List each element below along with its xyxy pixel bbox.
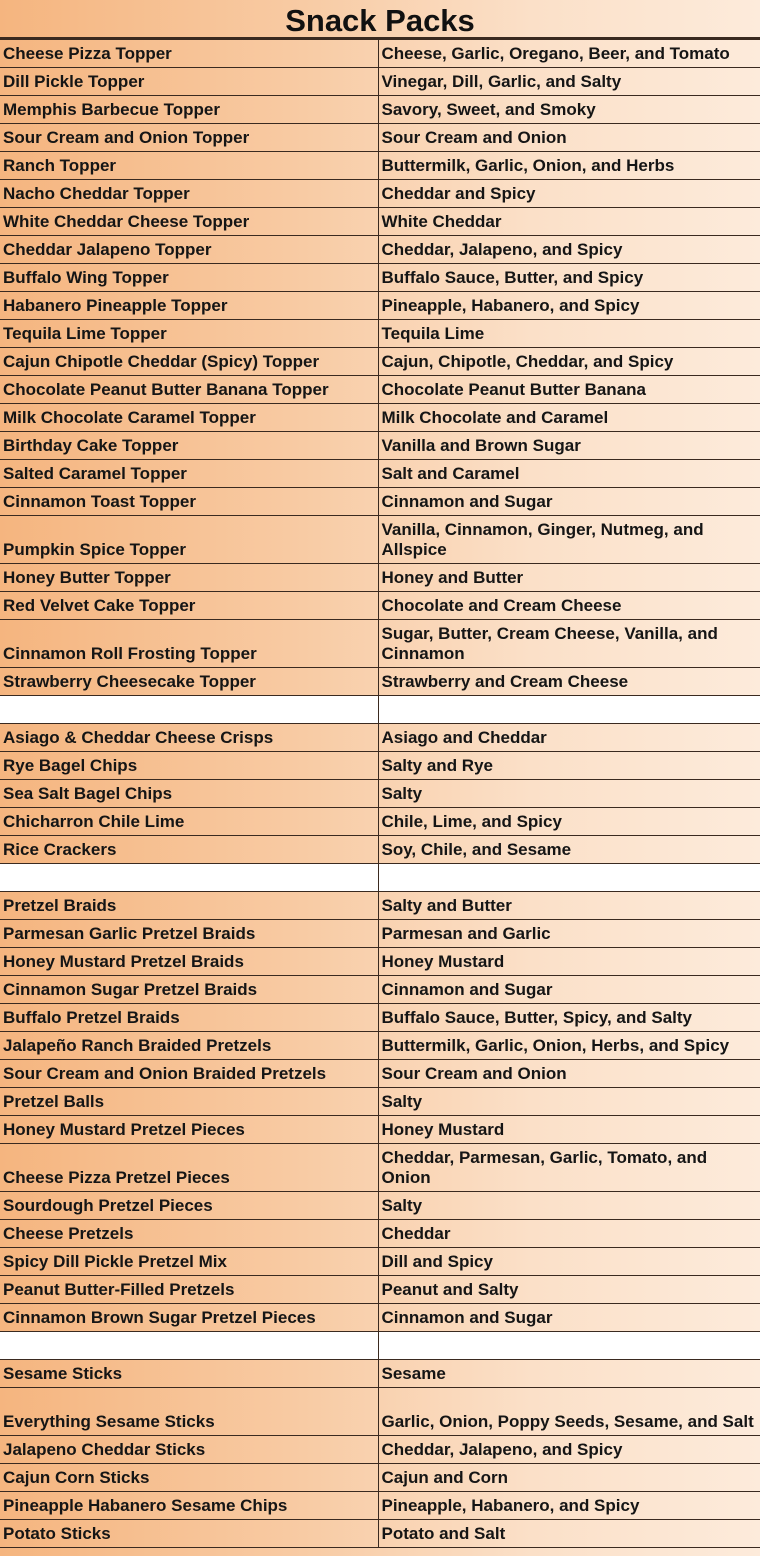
flavors-cell: Cheddar, Jalapeno, and Spicy — [378, 236, 760, 264]
table-row — [0, 320, 760, 348]
snack-name-cell: White Cheddar Cheese Topper — [0, 208, 378, 236]
flavors-cell: Sour Cream and Onion — [378, 124, 760, 152]
snack-name-cell: Sour Cream and Onion Braided Pretzels — [0, 1060, 378, 1088]
table-row — [0, 1144, 760, 1192]
snack-name-cell: Potato Sticks — [0, 1520, 378, 1548]
spacer-cell — [378, 696, 760, 724]
snack-name-cell: Milk Chocolate Caramel Topper — [0, 404, 378, 432]
snack-name-cell: Cinnamon Brown Sugar Pretzel Pieces — [0, 1304, 378, 1332]
snack-name-cell: Jalapeno Cheddar Sticks — [0, 1436, 378, 1464]
snack-name-cell: Tequila Lime Topper — [0, 320, 378, 348]
snack-name-cell: Pineapple Habanero Sesame Chips — [0, 1492, 378, 1520]
flavors-cell: Vanilla and Brown Sugar — [378, 432, 760, 460]
flavors-cell: Cheddar and Spicy — [378, 180, 760, 208]
flavors-cell: Parmesan and Garlic — [378, 920, 760, 948]
flavors-cell: Chile, Lime, and Spicy — [378, 808, 760, 836]
flavors-cell: Honey Mustard — [378, 948, 760, 976]
spacer-cell — [0, 1332, 378, 1360]
table-row — [0, 620, 760, 668]
section-spacer — [0, 696, 760, 724]
snack-name-cell: Chocolate Peanut Butter Banana Topper — [0, 376, 378, 404]
snack-name-cell: Salted Caramel Topper — [0, 460, 378, 488]
snack-name-cell: Habanero Pineapple Topper — [0, 292, 378, 320]
flavors-cell: Salt and Caramel — [378, 460, 760, 488]
snack-name-cell: Buffalo Pretzel Braids — [0, 1004, 378, 1032]
snack-name-cell: Rice Crackers — [0, 836, 378, 864]
flavors-cell: Cajun, Chipotle, Cheddar, and Spicy — [378, 348, 760, 376]
section-spacer — [0, 864, 760, 892]
flavors-cell: Strawberry and Cream Cheese — [378, 668, 760, 696]
snack-name-cell: Honey Butter Topper — [0, 564, 378, 592]
snack-name-cell: Birthday Cake Topper — [0, 432, 378, 460]
table-row — [0, 208, 760, 236]
snack-name-cell: Sea Salt Bagel Chips — [0, 780, 378, 808]
table-row — [0, 460, 760, 488]
table-row — [0, 236, 760, 264]
table-row — [0, 180, 760, 208]
snack-name-cell: Buffalo Wing Topper — [0, 264, 378, 292]
section-spacer — [0, 1332, 760, 1360]
table-row — [0, 836, 760, 864]
snack-name-cell: Honey Mustard Pretzel Braids — [0, 948, 378, 976]
flavors-cell: Salty — [378, 780, 760, 808]
flavors-cell: Cinnamon and Sugar — [378, 976, 760, 1004]
table-row — [0, 152, 760, 180]
table-row — [0, 724, 760, 752]
page-title: Snack Packs — [0, 0, 760, 39]
table-row — [0, 668, 760, 696]
flavors-cell: Vanilla, Cinnamon, Ginger, Nutmeg, and Allspice — [378, 516, 760, 564]
flavors-cell: Sugar, Butter, Cream Cheese, Vanilla, and Cinnamon — [378, 620, 760, 668]
flavors-cell: Asiago and Cheddar — [378, 724, 760, 752]
snack-name-cell: Sourdough Pretzel Pieces — [0, 1192, 378, 1220]
table-row — [0, 564, 760, 592]
spacer-cell — [0, 864, 378, 892]
flavors-cell: Vinegar, Dill, Garlic, and Salty — [378, 68, 760, 96]
spacer-cell — [0, 696, 378, 724]
flavors-cell: Salty and Butter — [378, 892, 760, 920]
snack-name-cell: Cheese Pretzels — [0, 1220, 378, 1248]
flavors-cell: Potato and Salt — [378, 1520, 760, 1548]
table-row — [0, 124, 760, 152]
table-row — [0, 1464, 760, 1492]
snack-name-cell: Cinnamon Sugar Pretzel Braids — [0, 976, 378, 1004]
table-row — [0, 892, 760, 920]
flavors-cell: Cheddar, Parmesan, Garlic, Tomato, and Onion — [378, 1144, 760, 1192]
flavors-cell: Sesame — [378, 1360, 760, 1388]
flavors-cell: Peanut and Salty — [378, 1276, 760, 1304]
snack-name-cell: Pumpkin Spice Topper — [0, 516, 378, 564]
snack-name-cell: Chicharron Chile Lime — [0, 808, 378, 836]
snack-name-cell: Cheddar Jalapeno Topper — [0, 236, 378, 264]
snack-name-cell: Spicy Dill Pickle Pretzel Mix — [0, 1248, 378, 1276]
flavors-cell: Honey Mustard — [378, 1116, 760, 1144]
table-row — [0, 96, 760, 124]
table-row — [0, 1436, 760, 1464]
snack-name-cell: Dill Pickle Topper — [0, 68, 378, 96]
snack-name-cell: Ranch Topper — [0, 152, 378, 180]
flavors-cell: Milk Chocolate and Caramel — [378, 404, 760, 432]
snack-name-cell: Nacho Cheddar Topper — [0, 180, 378, 208]
table-row — [0, 976, 760, 1004]
flavors-cell: Pineapple, Habanero, and Spicy — [378, 1492, 760, 1520]
flavors-cell: White Cheddar — [378, 208, 760, 236]
table-row — [0, 1360, 760, 1388]
flavors-cell: Pineapple, Habanero, and Spicy — [378, 292, 760, 320]
flavors-cell: Buttermilk, Garlic, Onion, Herbs, and Spicy — [378, 1032, 760, 1060]
table-row — [0, 264, 760, 292]
table-row — [0, 1032, 760, 1060]
snack-name-cell: Sour Cream and Onion Topper — [0, 124, 378, 152]
table-row — [0, 1304, 760, 1332]
flavors-cell: Cheese, Garlic, Oregano, Beer, and Tomato — [378, 40, 760, 68]
snack-name-cell: Sesame Sticks — [0, 1360, 378, 1388]
flavors-cell: Chocolate Peanut Butter Banana — [378, 376, 760, 404]
flavors-cell: Chocolate and Cream Cheese — [378, 592, 760, 620]
table-row — [0, 488, 760, 516]
flavors-cell: Cheddar, Jalapeno, and Spicy — [378, 1436, 760, 1464]
table-row — [0, 1004, 760, 1032]
snack-name-cell: Cajun Chipotle Cheddar (Spicy) Topper — [0, 348, 378, 376]
snack-name-cell: Pretzel Braids — [0, 892, 378, 920]
flavors-cell: Buffalo Sauce, Butter, and Spicy — [378, 264, 760, 292]
flavors-cell: Cinnamon and Sugar — [378, 488, 760, 516]
table-row — [0, 1060, 760, 1088]
flavors-cell: Salty and Rye — [378, 752, 760, 780]
table-row — [0, 292, 760, 320]
snack-name-cell: Memphis Barbecue Topper — [0, 96, 378, 124]
snack-table-body — [0, 40, 760, 1548]
table-row — [0, 1088, 760, 1116]
snack-name-cell: Honey Mustard Pretzel Pieces — [0, 1116, 378, 1144]
flavors-cell: Cheddar — [378, 1220, 760, 1248]
table-row — [0, 516, 760, 564]
snack-name-cell: Rye Bagel Chips — [0, 752, 378, 780]
snack-name-cell: Everything Sesame Sticks — [0, 1388, 378, 1436]
table-row — [0, 1220, 760, 1248]
table-row — [0, 1276, 760, 1304]
snack-name-cell: Strawberry Cheesecake Topper — [0, 668, 378, 696]
table-row — [0, 1520, 760, 1548]
snack-name-cell: Cheese Pizza Topper — [0, 40, 378, 68]
table-row — [0, 404, 760, 432]
flavors-cell: Buffalo Sauce, Butter, Spicy, and Salty — [378, 1004, 760, 1032]
snack-name-cell: Pretzel Balls — [0, 1088, 378, 1116]
snack-name-cell: Jalapeño Ranch Braided Pretzels — [0, 1032, 378, 1060]
flavors-cell: Soy, Chile, and Sesame — [378, 836, 760, 864]
snack-name-cell: Cinnamon Roll Frosting Topper — [0, 620, 378, 668]
snack-name-cell: Red Velvet Cake Topper — [0, 592, 378, 620]
flavors-cell: Tequila Lime — [378, 320, 760, 348]
table-row — [0, 348, 760, 376]
flavors-cell: Dill and Spicy — [378, 1248, 760, 1276]
flavors-cell: Cinnamon and Sugar — [378, 1304, 760, 1332]
flavors-cell: Savory, Sweet, and Smoky — [378, 96, 760, 124]
flavors-cell: Cajun and Corn — [378, 1464, 760, 1492]
snack-name-cell: Parmesan Garlic Pretzel Braids — [0, 920, 378, 948]
flavors-cell: Sour Cream and Onion — [378, 1060, 760, 1088]
table-row — [0, 376, 760, 404]
flavors-cell: Salty — [378, 1088, 760, 1116]
snack-name-cell: Cinnamon Toast Topper — [0, 488, 378, 516]
table-row — [0, 1492, 760, 1520]
table-row — [0, 1248, 760, 1276]
table-row — [0, 432, 760, 460]
snack-name-cell: Asiago & Cheddar Cheese Crisps — [0, 724, 378, 752]
table-row — [0, 40, 760, 68]
snack-table — [0, 39, 760, 1548]
table-row — [0, 948, 760, 976]
snack-name-cell: Cheese Pizza Pretzel Pieces — [0, 1144, 378, 1192]
table-row — [0, 808, 760, 836]
table-row — [0, 592, 760, 620]
snack-name-cell: Peanut Butter-Filled Pretzels — [0, 1276, 378, 1304]
table-row — [0, 1116, 760, 1144]
flavors-cell: Buttermilk, Garlic, Onion, and Herbs — [378, 152, 760, 180]
snack-name-cell: Cajun Corn Sticks — [0, 1464, 378, 1492]
flavors-cell: Salty — [378, 1192, 760, 1220]
spacer-cell — [378, 864, 760, 892]
spacer-cell — [378, 1332, 760, 1360]
table-row — [0, 920, 760, 948]
flavors-cell: Garlic, Onion, Poppy Seeds, Sesame, and Salt — [378, 1388, 760, 1436]
table-row — [0, 68, 760, 96]
table-row — [0, 1388, 760, 1436]
flavors-cell: Honey and Butter — [378, 564, 760, 592]
table-row — [0, 752, 760, 780]
table-row — [0, 780, 760, 808]
table-row — [0, 1192, 760, 1220]
